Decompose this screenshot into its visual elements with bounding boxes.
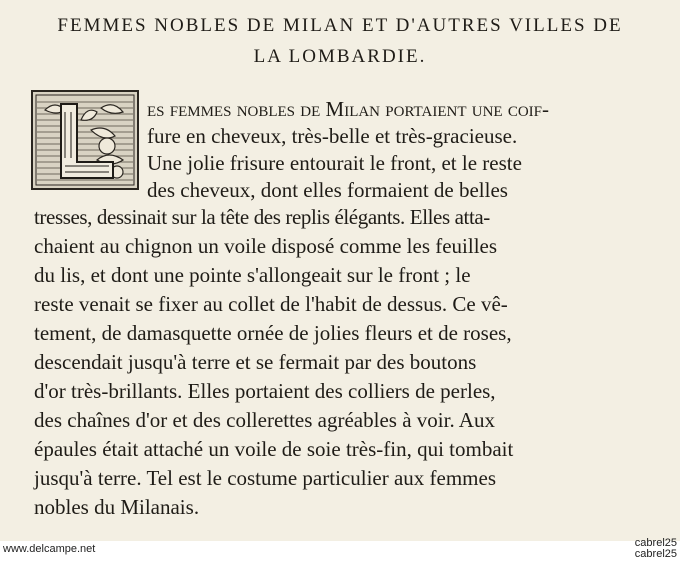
paragraph-line-11: d'or très-brillants. Elles portaient des colliers de perles, bbox=[34, 379, 496, 403]
watermark-footer bbox=[0, 537, 680, 561]
paragraph-line-1: es femmes nobles de Milan portaient une coif- bbox=[147, 97, 549, 121]
paragraph-line-2: fure en cheveux, très-belle et très-gracieuse. bbox=[147, 124, 518, 148]
footer-seller-name: cabrel25 cabrel25 bbox=[634, 537, 677, 560]
title-line-2: LA LOMBARDIE. bbox=[253, 46, 427, 67]
paragraph-line-8: reste venait se fixer au collet de l'habit de dessus. Ce vê- bbox=[34, 292, 508, 316]
paragraph-line-12: des chaînes d'or et des collerettes agréables à voir. Aux bbox=[34, 408, 495, 432]
paragraph-line-9: tement, de damasquette ornée de jolies fleurs et de roses, bbox=[34, 321, 512, 345]
paragraph-line-7: du lis, et dont une pointe s'allongeait sur le front ; le bbox=[34, 263, 471, 287]
footer-site-link[interactable]: www.delcampe.net bbox=[3, 543, 96, 555]
paragraph-line-3: Une jolie frisure entourait le front, et le reste bbox=[147, 151, 522, 175]
paragraph-line-5: tresses, dessinait sur la tête des replis élégants. Elles atta- bbox=[34, 205, 490, 229]
paragraph-line-4: des cheveux, dont elles formaient de belles bbox=[147, 178, 508, 202]
footer-seller-name-2: cabrel25 bbox=[634, 548, 677, 560]
paragraph-line-10: descendait jusqu'à terre et se fermait par des boutons bbox=[34, 350, 477, 374]
paragraph-line-15: nobles du Milanais. bbox=[34, 495, 200, 519]
paragraph-line-14: jusqu'à terre. Tel est le costume particulier aux femmes bbox=[34, 466, 497, 490]
paragraph-line-13: épaules était attaché un voile de soie très-fin, qui tombait bbox=[34, 437, 514, 461]
title-line-1: FEMMES NOBLES DE MILAN ET D'AUTRES VILLES DE bbox=[57, 15, 623, 36]
paragraph-line-6: chaient au chignon un voile disposé comme les feuilles bbox=[34, 234, 498, 258]
